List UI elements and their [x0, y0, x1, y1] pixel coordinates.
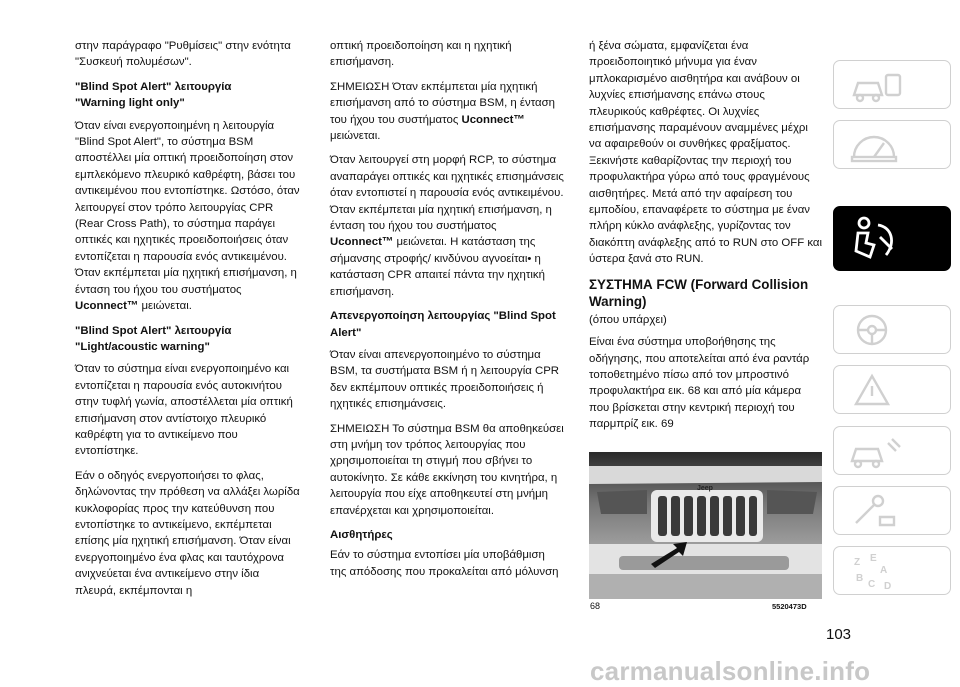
note: ΣΗΜΕΙΩΣΗ Το σύστημα BSM θα αποθηκεύσει στη μνήμη τον τρόπος λειτουργίας που χρησιμοποιείται τη στιγμή που σβήνει το αυτοκίνητο. Σε κάθε εκκίνηση του κινητήρα, η λειτουργία που είχε αποθηκευτεί στη μνήμη επανέρχεται και χρησιμοποιείται. [330, 422, 564, 517]
chapter-tab-technical-data[interactable] [833, 546, 951, 595]
figure-number: 68 [590, 601, 601, 611]
chapter-tab-safety[interactable] [833, 206, 951, 271]
brand-name: Uconnect™ [461, 113, 525, 126]
text-column-3 [589, 38, 823, 441]
section-heading: Απενεργοποίηση λειτουργίας "Blind Spot Alert" [330, 310, 556, 339]
car-maintenance-icon [834, 427, 952, 476]
chapter-tab-maintenance[interactable] [833, 426, 951, 475]
paragraph: ή ξένα σώματα, εμφανίζεται ένα προειδοποιητικό μήνυμα για έναν μπλοκαρισμένο αισθητήρα και ανάβουν οι λυχνίες επισήμανσης επάνω στους πλευρικούς καθρέφτες. Οι λυχνίες επισήμανσης παραμένουν αναμμένες μέχρι να αφαιρεθούν οι συνθήκες φραξίματος. Ξεκινήστε καθαρίζοντας την περιοχή του προφυλακτήρα γύρω από τους φραγμένους αισθητήρες. Μετά από την αφαίρεση του εμποδίου, επαναφέρετε το σύστημα με έναν πλήρη κύκλο ανάφλεξης, γυρίζοντας τον διακόπτη ανάφλεξης από το RUN στο OFF και ύστερα ξανά στο RUN. [589, 40, 823, 266]
car-info-icon [834, 61, 952, 110]
note-text: ΣΗΜΕΙΩΣΗ Όταν εκπέμπεται μία ηχητική επισήμανση από το σύστημα BSM, η ένταση του ήχου του συστήματος [330, 80, 555, 126]
svg-text:E: E [870, 553, 877, 564]
paragraph: Όταν είναι απενεργοποιημένο το σύστημα BSM, τα συστήματα BSM ή η λειτουργία CPR δεν εκπέμπουν οπτικές προειδοποιήσεις ή ηχητικές επισημάνσεις. [330, 348, 560, 411]
seat-safety-icon [834, 207, 952, 272]
paragraph: Εάν το σύστημα εντοπίσει μία υποβάθμιση της απόδοσης που προκαλείται από μόλυνση [330, 549, 559, 578]
svg-text:B: B [856, 573, 864, 584]
paragraph [330, 152, 564, 300]
paragraph-text: μειώνεται. [138, 300, 192, 313]
chapter-tab-emergency[interactable] [833, 365, 951, 414]
brand-name: Uconnect™ [75, 300, 139, 313]
watermark: carmanualsonline.info [590, 656, 871, 686]
text-column-1 [75, 38, 303, 607]
paragraph: Όταν το σύστημα είναι ενεργοποιημένο και εντοπίζεται η παρουσία ενός αυτοκινήτου στην τυφλή γωνία, αποστέλλεται μία οπτική επισήμανση στον αντίστοιχο πλευρικό καθρέφτη για το αντικείμενο που εντοπίστηκε. [75, 363, 293, 458]
svg-text:Z: Z [854, 557, 861, 568]
paragraph-text: Όταν είναι ενεργοποιημένη η λειτουργία "Blind Spot Alert", το σύστημα BSM αποστέλλει μία οπτική προειδοποίηση στον εμπλεκόμενο πλευρικό καθρέφτη, βάσει του αντικειμένου που εντοπίστηκε. Ωστόσο, όταν λειτουργεί στον τρόπο λειτουργίας CPR (Rear Cross Path), το σύστημα παράγει οπτικές και ηχητικές προειδοποιήσεις όταν εντοπίζεται η παρουσία ενός αντικειμένου. Όταν εκπέμπεται μία ηχητική επισήμανση, η ένταση του ήχου του συστήματος [75, 119, 300, 296]
section-heading [75, 323, 303, 356]
note [330, 79, 564, 145]
paragraph-text: μειώνεται. Η κατάσταση της σήμανσης στροφής/ κινδύνου αγνοείται• η κατάσταση CPR απαιτεί πάντα την ηχητική επισήμανση. [330, 236, 545, 298]
svg-text:A: A [880, 565, 888, 576]
chapter-tab-dashboard[interactable] [833, 120, 951, 169]
heading-line: "Blind Spot Alert" λειτουργία [75, 324, 232, 337]
vehicle-front-drawing [589, 452, 822, 599]
chapter-tab-service[interactable] [833, 486, 951, 535]
paragraph: οπτική προειδοποίηση και η ηχητική επισήμανση. [330, 40, 512, 69]
chapter-tab-driving[interactable] [833, 305, 951, 354]
section-heading: ΣΥΣΤΗΜΑ FCW (Forward Collision Warning) [589, 276, 809, 309]
paragraph [75, 118, 303, 315]
vehicle-front-figure [589, 452, 822, 599]
warning-triangle-icon [834, 366, 952, 415]
heading-line: "Light/acoustic warning" [75, 340, 210, 353]
figure-code: 5520473D [772, 602, 807, 611]
section-heading [75, 79, 303, 112]
steering-wheel-icon [834, 306, 952, 355]
alphabetical-index-icon [834, 547, 952, 596]
svg-text:C: C [868, 579, 876, 590]
heading-line: "Blind Spot Alert" λειτουργία [75, 80, 232, 93]
brand-name: Uconnect™ [330, 236, 394, 249]
section-heading: Αισθητήρες [330, 528, 393, 541]
note-text: μειώνεται. [330, 130, 381, 143]
paragraph: Εάν ο οδηγός ενεργοποιήσει το φλας, δηλώνοντας την πρόθεση να αλλάξει λωρίδα κυκλοφορίας προς την κατεύθυνση που εντοπίστηκε το αντικείμενο, εκπέμπεται επίσης μία ηχητική επισήμανση. Όταν είναι ενεργοποιημένο ένα φλας και ταυτόχρονα ανιχνεύεται ένα αντικείμενο στην ίδια πλευρά, εκπέμπονται η [75, 469, 300, 597]
heading-line: "Warning light only" [75, 97, 185, 110]
wrench-car-icon [834, 487, 952, 536]
paragraph-text: Όταν λειτουργεί στη μορφή RCP, το σύστημα αναπαράγει οπτικές και ηχητικές επισημάνσεις όταν εντοπιστεί η παρουσία ενός αντικειμένου. Όταν εκπέμπεται μία ηχητική επισήμανση, η ένταση του ήχου του συστήματος [330, 154, 564, 233]
paragraph: στην παράγραφο "Ρυθμίσεις" στην ενότητα "Συσκευή πολυμέσων". [75, 40, 291, 69]
page-number: 103 [826, 626, 852, 643]
svg-text:D: D [884, 581, 892, 592]
paragraph: Είναι ένα σύστημα υποβοήθησης της οδήγησης, που αποτελείται από ένα ραντάρ τοποθετημένο πίσω από τον μπροστινό προφυλακτήρα εικ. 68 και από μία κάμερα που βρίσκεται στην κεντρική περιοχή του παρμπρίζ εικ. 69 [589, 336, 810, 431]
subtitle: (όπου υπάρχει) [589, 313, 667, 326]
chapter-tab-car-info[interactable] [833, 60, 951, 109]
text-column-2 [330, 38, 564, 588]
brand-badge: Jeep [697, 485, 713, 492]
dashboard-icon [834, 121, 952, 170]
